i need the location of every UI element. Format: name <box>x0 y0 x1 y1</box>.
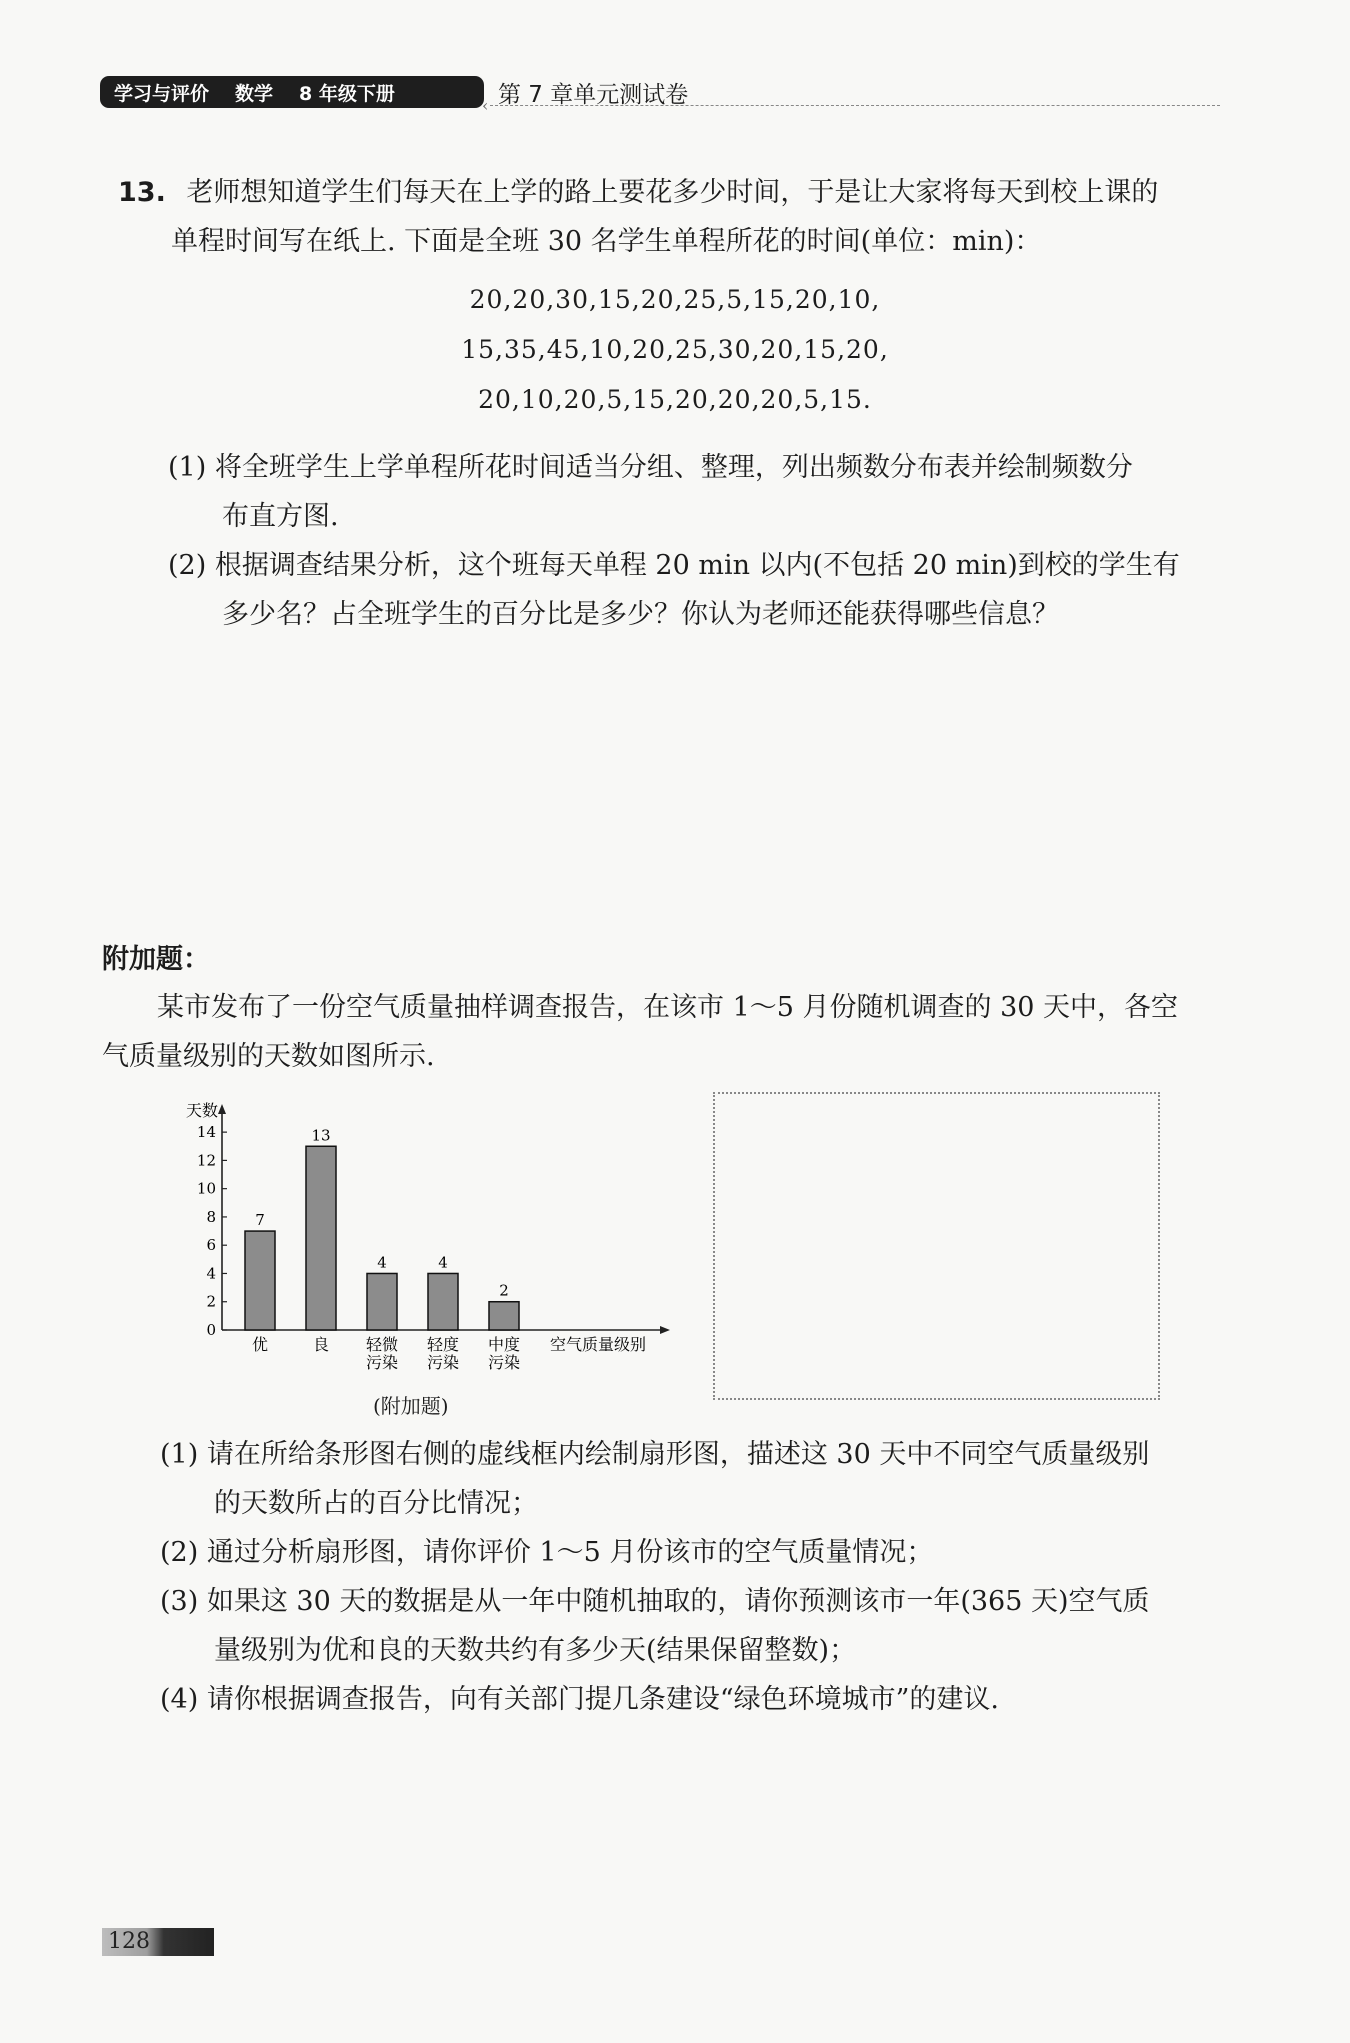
page-number: 128 <box>108 1929 150 1954</box>
running-header <box>100 76 484 108</box>
air-quality-bar-chart <box>160 1100 680 1390</box>
x-category-label: 良 <box>312 1335 330 1354</box>
y-tick-label: 10 <box>196 1179 216 1198</box>
subject-label: 数学 <box>235 82 274 105</box>
extra-part3-line1: (3) 如果这 30 天的数据是从一年中随机抽取的，请你预测该市一年(365 天)空气质 <box>160 1586 1150 1617</box>
bar <box>306 1146 336 1330</box>
bar-value-label: 7 <box>255 1211 265 1230</box>
q13-line2: 单程时间写在纸上. 下面是全班 30 名学生单程所花的时间(单位：min)： <box>171 226 1042 257</box>
q13-data-row-2: 15,35,45,10,20,25,30,20,15,20, <box>461 335 889 364</box>
bar-value-label: 4 <box>377 1253 387 1272</box>
y-tick-label: 6 <box>206 1236 216 1255</box>
y-axis-label: 天数 <box>185 1101 218 1120</box>
y-tick-label: 4 <box>206 1264 216 1283</box>
extra-part2: (2) 通过分析扇形图，请你评价 1～5 月份该市的空气质量情况； <box>160 1537 934 1568</box>
y-tick-label: 2 <box>206 1292 216 1311</box>
q13-number: 13. <box>118 177 166 208</box>
extra-intro-line1: 某市发布了一份空气质量抽样调查报告，在该市 1～5 月份随机调查的 30 天中，各空 <box>157 992 1179 1023</box>
x-category-label: 轻度 <box>426 1335 460 1354</box>
bar-value-label: 2 <box>499 1281 509 1300</box>
bar <box>245 1231 275 1330</box>
chart-caption: (附加题) <box>373 1394 449 1418</box>
y-tick-label: 0 <box>206 1321 216 1339</box>
q13-part1-line2: 布直方图. <box>222 501 339 532</box>
q13-text-1: 老师想知道学生们每天在上学的路上要花多少时间，于是让大家将每天到校上课的 <box>186 177 1159 208</box>
bar <box>489 1302 519 1330</box>
x-category-label: 污染 <box>487 1353 521 1372</box>
x-category-label: 污染 <box>426 1353 460 1372</box>
q13-part1-line1: (1) 将全班学生上学单程所花时间适当分组、整理，列出频数分布表并绘制频数分 <box>168 452 1133 483</box>
extra-part3-line2: 量级别为优和良的天数共约有多少天(结果保留整数)； <box>214 1635 857 1666</box>
bar-value-label: 13 <box>311 1126 331 1145</box>
extra-part4: (4) 请你根据调查报告，向有关部门提几条建设“绿色环境城市”的建议. <box>160 1684 1000 1715</box>
extra-part1-line2: 的天数所占的百分比情况； <box>214 1488 538 1519</box>
bar-value-label: 4 <box>438 1253 448 1272</box>
q13-part2-line1: (2) 根据调查结果分析，这个班每天单程 20 min 以内(不包括 20 min)到校的学生有 <box>168 550 1180 581</box>
q13-part2-line2: 多少名？占全班学生的百分比是多少？你认为老师还能获得哪些信息？ <box>222 599 1059 630</box>
y-tick-label: 14 <box>196 1123 216 1142</box>
pie-chart-drawing-box[interactable] <box>713 1092 1160 1400</box>
grade-label: 8 年级下册 <box>299 82 395 105</box>
extra-part1-line1: (1) 请在所给条形图右侧的虚线框内绘制扇形图，描述这 30 天中不同空气质量级别 <box>160 1439 1150 1470</box>
y-axis-arrow-icon <box>218 1104 226 1114</box>
x-category-label: 优 <box>251 1335 269 1354</box>
x-category-label: 污染 <box>365 1353 399 1372</box>
book-title: 学习与评价 <box>114 82 210 105</box>
x-category-label: 中度 <box>487 1335 521 1354</box>
extra-title: 附加题： <box>102 944 210 975</box>
chapter-title: 第 7 章单元测试卷 <box>498 82 689 108</box>
y-tick-label: 12 <box>196 1151 216 1170</box>
arrow-left-icon: ‹ <box>482 96 489 115</box>
bar <box>428 1273 458 1330</box>
extra-intro-line2: 气质量级别的天数如图所示. <box>102 1041 435 1072</box>
x-axis-arrow-icon <box>660 1326 670 1334</box>
q13-data-row-3: 20,10,20,5,15,20,20,20,5,15. <box>478 385 872 414</box>
x-axis-label: 空气质量级别 <box>549 1335 647 1354</box>
q13-data-row-1: 20,20,30,15,20,25,5,15,20,10, <box>469 285 881 314</box>
q13-line1 <box>118 168 1158 218</box>
header-divider <box>490 105 1220 106</box>
x-category-label: 轻微 <box>365 1335 399 1354</box>
bar <box>367 1273 397 1330</box>
y-tick-label: 8 <box>206 1207 216 1226</box>
